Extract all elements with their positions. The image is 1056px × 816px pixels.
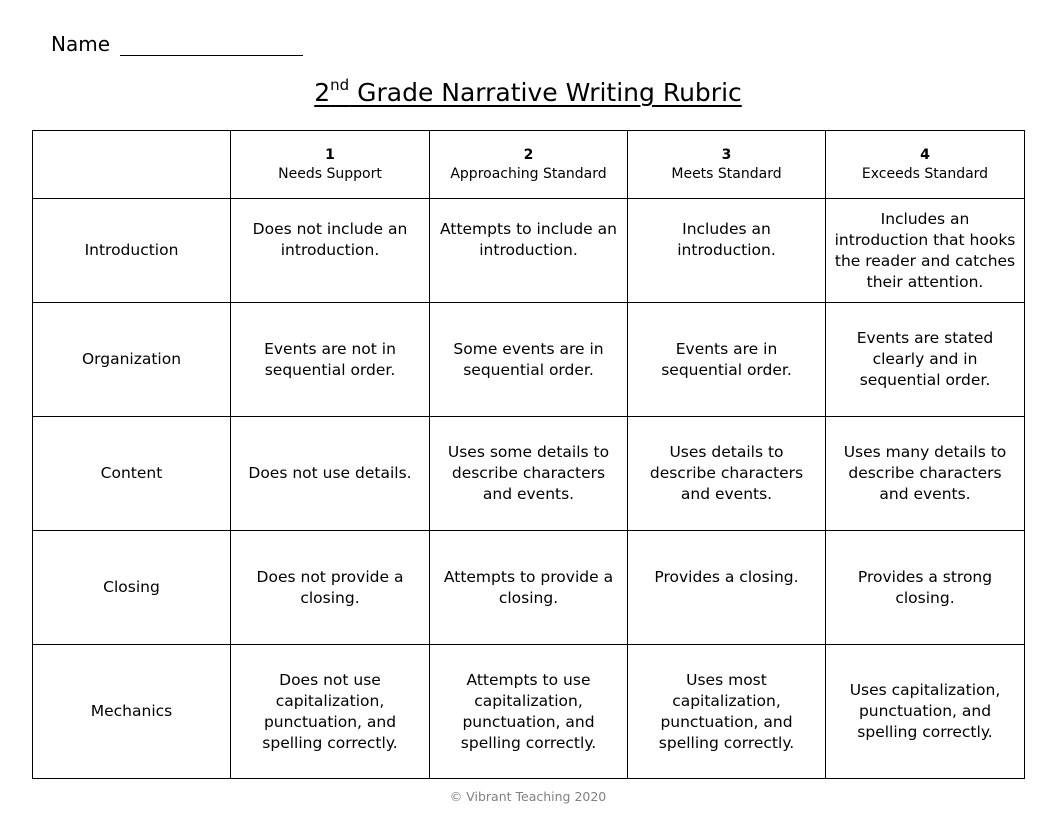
table-cell: Includes an introduction. bbox=[628, 199, 826, 303]
level-header-2 bbox=[430, 131, 628, 199]
row-header: Content bbox=[33, 417, 231, 531]
title-rest: Grade Narrative Writing Rubric bbox=[349, 78, 742, 108]
level-header-4 bbox=[826, 131, 1025, 199]
level-number: 1 bbox=[325, 146, 335, 163]
title-grade-number: 2 bbox=[314, 78, 331, 108]
table-cell: Attempts to use capitalization, punctuation, and spelling correctly. bbox=[430, 645, 628, 779]
table-row-closing bbox=[33, 531, 1025, 645]
table-cell: Uses many details to describe characters and events. bbox=[826, 417, 1025, 531]
table-row-mechanics bbox=[33, 645, 1025, 779]
table-row-introduction bbox=[33, 199, 1025, 303]
rubric-table bbox=[32, 130, 1025, 779]
table-cell: Attempts to include an introduction. bbox=[430, 199, 628, 303]
level-label: Needs Support bbox=[278, 165, 382, 182]
table-cell: Does not provide a closing. bbox=[231, 531, 430, 645]
table-row-content bbox=[33, 417, 1025, 531]
level-label: Exceeds Standard bbox=[861, 165, 989, 182]
title-text bbox=[314, 78, 742, 107]
row-header: Mechanics bbox=[33, 645, 231, 779]
table-cell: Attempts to provide a closing. bbox=[430, 531, 628, 645]
level-number: 3 bbox=[721, 146, 732, 163]
row-header: Introduction bbox=[33, 199, 231, 303]
table-cell: Includes an introduction that hooks the reader and catches their attention. bbox=[826, 199, 1025, 303]
page-title bbox=[0, 78, 1056, 107]
table-cell: Events are stated clearly and in sequential order. bbox=[826, 303, 1025, 417]
level-number: 2 bbox=[523, 146, 534, 163]
name-label: Name bbox=[51, 32, 111, 56]
table-cell: Uses some details to describe characters and events. bbox=[430, 417, 628, 531]
table-row-organization bbox=[33, 303, 1025, 417]
row-header: Closing bbox=[33, 531, 231, 645]
table-cell: Some events are in sequential order. bbox=[430, 303, 628, 417]
table-cell: Does not use capitalization, punctuation, and spelling correctly. bbox=[231, 645, 430, 779]
name-blank-line bbox=[120, 33, 303, 56]
table-cell: Provides a strong closing. bbox=[826, 531, 1025, 645]
level-label: Meets Standard bbox=[671, 165, 782, 182]
table-cell: Does not use details. bbox=[231, 417, 430, 531]
corner-cell bbox=[33, 131, 231, 199]
table-cell: Uses capitalization, punctuation, and spelling correctly. bbox=[826, 645, 1025, 779]
table-cell: Events are in sequential order. bbox=[628, 303, 826, 417]
table-cell: Uses details to describe characters and events. bbox=[628, 417, 826, 531]
title-grade-suffix: nd bbox=[330, 76, 350, 94]
table-cell: Events are not in sequential order. bbox=[231, 303, 430, 417]
table-cell: Uses most capitalization, punctuation, and spelling correctly. bbox=[628, 645, 826, 779]
name-field bbox=[51, 32, 303, 56]
level-label: Approaching Standard bbox=[450, 165, 607, 182]
level-number: 4 bbox=[920, 146, 930, 163]
table-cell: Provides a closing. bbox=[628, 531, 826, 645]
level-header-3 bbox=[628, 131, 826, 199]
copyright-footer: © Vibrant Teaching 2020 bbox=[449, 789, 607, 804]
header-row bbox=[33, 131, 1025, 199]
level-header-1 bbox=[231, 131, 430, 199]
table-cell: Does not include an introduction. bbox=[231, 199, 430, 303]
row-header: Organization bbox=[33, 303, 231, 417]
